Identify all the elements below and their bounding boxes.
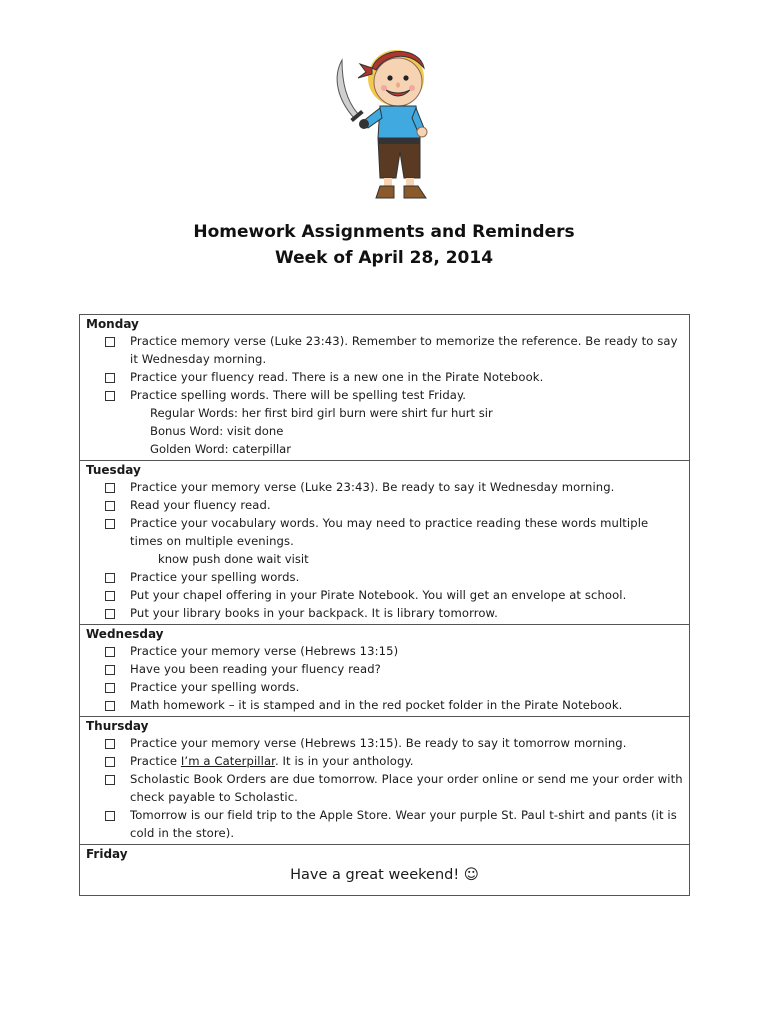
day-row-thursday [80, 717, 690, 845]
checkbox[interactable] [105, 591, 115, 601]
boot-right [404, 186, 426, 198]
day-row-friday [80, 845, 690, 896]
list-item: Practice your memory verse (Hebrews 13:15) [86, 642, 683, 660]
checkbox[interactable] [105, 665, 115, 675]
list-item: Practice your memory verse (Hebrews 13:15). Be ready to say it tomorrow morning. [86, 734, 683, 752]
checkbox[interactable] [105, 573, 115, 583]
golden-word: Golden Word: caterpillar [150, 442, 292, 456]
list-item: Practice your spelling words. [86, 678, 683, 696]
day-label: Friday [86, 847, 128, 861]
list-item: Tomorrow is our field trip to the Apple Store. Wear your purple St. Paul t-shirt and pants (it is cold in the store). [86, 806, 683, 842]
list-item: Practice your spelling words. [86, 568, 683, 586]
day-label: Tuesday [86, 463, 141, 477]
checkbox[interactable] [105, 775, 115, 785]
day-row-wednesday [80, 625, 690, 717]
vocab-words: know push done wait visit [158, 552, 309, 566]
list-item: Practice your fluency read. There is a new one in the Pirate Notebook. [86, 368, 683, 386]
list-item: Practice I’m a Caterpillar. It is in your anthology. [86, 752, 683, 770]
regular-words: Regular Words: her first bird girl burn were shirt fur hurt sir [150, 406, 493, 420]
list-item: Have you been reading your fluency read? [86, 660, 683, 678]
checkbox[interactable] [105, 373, 115, 383]
bonus-word: Bonus Word: visit done [150, 424, 284, 438]
list-item: Math homework – it is stamped and in the red pocket folder in the Pirate Notebook. [86, 696, 683, 714]
checkbox[interactable] [105, 683, 115, 693]
list-item: Practice spelling words. There will be spelling test Friday. [86, 386, 683, 404]
list-item: Read your fluency read. [86, 496, 683, 514]
day-row-monday [80, 315, 690, 461]
checkbox[interactable] [105, 519, 115, 529]
pirate-boy-illustration [330, 38, 440, 200]
book-title: I’m a Caterpillar [180, 754, 275, 768]
checkbox[interactable] [105, 501, 115, 511]
list-item: Put your library books in your backpack. It is library tomorrow. [86, 604, 683, 622]
page-title: Homework Assignments and Reminders [193, 222, 575, 242]
list-item: Practice your vocabulary words. You may need to practice reading these words multiple times on multiple evenings. [86, 514, 683, 550]
checkbox[interactable] [105, 337, 115, 347]
checkbox[interactable] [105, 739, 115, 749]
checkbox[interactable] [105, 757, 115, 767]
checkbox[interactable] [105, 701, 115, 711]
day-row-tuesday [80, 461, 690, 625]
day-label: Thursday [86, 719, 149, 733]
boot-left [376, 186, 394, 198]
checkbox[interactable] [105, 483, 115, 493]
list-item: Put your chapel offering in your Pirate Notebook. You will get an envelope at school. [86, 586, 683, 604]
face [374, 58, 422, 106]
day-label: Monday [86, 317, 139, 331]
checkbox[interactable] [105, 609, 115, 619]
list-item: Practice your memory verse (Luke 23:43). Be ready to say it Wednesday morning. [86, 478, 683, 496]
page-subtitle: Week of April 28, 2014 [274, 248, 494, 268]
list-item: Scholastic Book Orders are due tomorrow. Place your order online or send me your order with check payable to Scholastic. [86, 770, 683, 806]
friday-message: Have a great weekend! ☺ [290, 867, 479, 883]
sword-blade [337, 60, 358, 118]
day-label: Wednesday [86, 627, 164, 641]
checkbox[interactable] [105, 391, 115, 401]
list-item: Practice memory verse (Luke 23:43). Remember to memorize the reference. Be ready to say it Wednesday morning. [86, 332, 683, 368]
homework-table [79, 314, 690, 896]
checkbox[interactable] [105, 647, 115, 657]
checkbox[interactable] [105, 811, 115, 821]
